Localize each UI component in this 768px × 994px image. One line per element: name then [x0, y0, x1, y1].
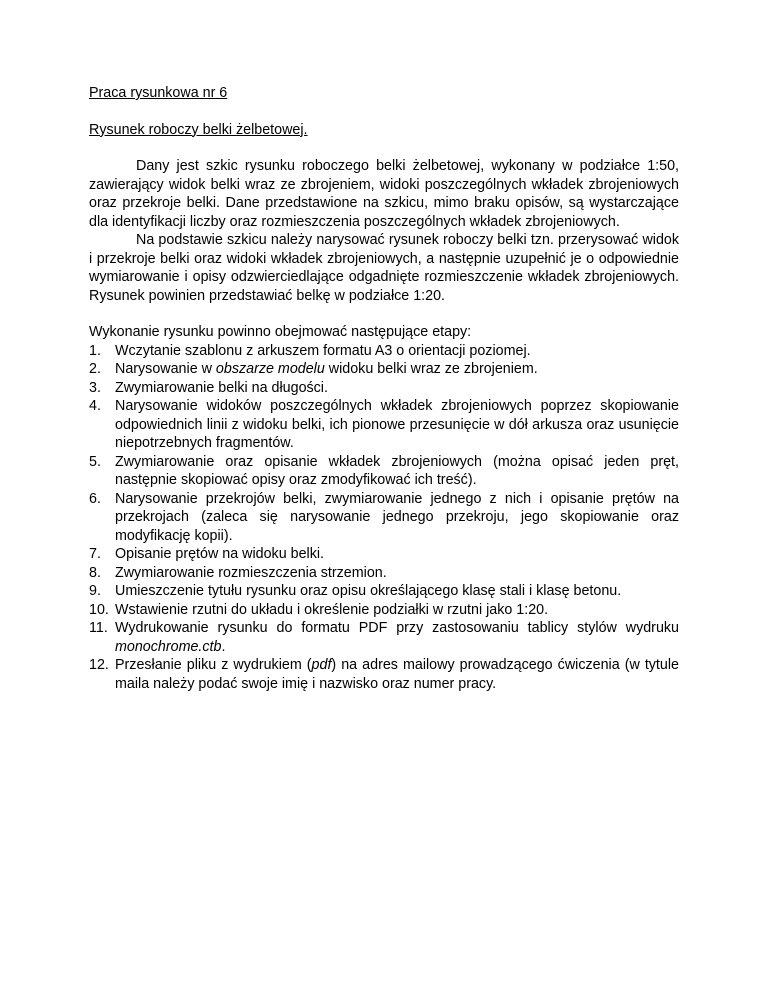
step-number: 9.	[89, 583, 101, 599]
step-text-italic: monochrome.ctb	[115, 638, 222, 655]
step-text-italic: pdf	[311, 657, 332, 673]
paragraph-1: Dany jest szkic rysunku roboczego belki żelbetowej, wykonany w podziałce 1:50, zawierający widok belki wraz ze zbrojeniem, widoki poszczególnych wkładek zbrojeniowych oraz przekroje belki. Dane przedstawione na szkicu, mimo braku opisów, są wystarczające dla identyfikacji liczby oraz rozmieszczenia poszczególnych wkładek zbrojeniowych.	[89, 158, 679, 230]
step-text: .	[221, 638, 226, 655]
step-number: 1.	[89, 342, 101, 359]
list-item	[89, 453, 679, 490]
list-item	[89, 360, 679, 379]
list-item	[89, 601, 679, 620]
step-number: 7.	[89, 546, 101, 562]
document-subtitle: Rysunek roboczy belki żelbetowej.	[89, 121, 308, 138]
step-number: 10.	[89, 601, 109, 618]
list-item	[89, 342, 679, 361]
list-item	[89, 656, 679, 693]
step-number: 12.	[89, 657, 109, 673]
list-item	[89, 397, 679, 453]
step-number: 6.	[89, 490, 101, 507]
step-text: Zwymiarowanie rozmieszczenia strzemion.	[115, 564, 387, 581]
step-text: Umieszczenie tytułu rysunku oraz opisu określającego klasę stali i klasę betonu.	[115, 583, 622, 599]
step-text: Zwymiarowanie belki na długości.	[115, 379, 328, 396]
step-text: Wstawienie rzutni do układu i określenie podziałki w rzutni jako 1:20.	[115, 601, 549, 618]
step-text: Narysowanie widoków poszczególnych wkładek zbrojeniowych poprzez skopiowanie odpowiednich linii z widoku belki, ich pionowe przesunięcie w dół arkusza oraz usunięcie niepotrzebnych fragmentów.	[115, 398, 679, 451]
step-text: Zwymiarowanie oraz opisanie wkładek zbrojeniowych (można opisać jeden pręt, następnie skopiować opisy oraz zmodyfikować ich treść).	[115, 453, 679, 488]
step-text: Opisanie prętów na widoku belki.	[115, 546, 325, 562]
step-text: ) na adres mailowy prowadzącego ćwiczenia (w tytule maila należy podać swoje imię i nazwisko oraz numer pracy.	[115, 657, 679, 692]
step-number: 11.	[89, 620, 108, 636]
list-item	[89, 379, 679, 398]
step-text: widoku belki wraz ze zbrojeniem.	[324, 361, 538, 377]
document-page	[89, 84, 679, 693]
list-item	[89, 490, 679, 546]
list-item	[89, 619, 679, 656]
step-number: 3.	[89, 379, 101, 396]
paragraph-2: Na podstawie szkicu należy narysować rysunek roboczy belki tzn. przerysować widok i przekroje belki oraz widoki wkładek zbrojeniowych, a następnie uzupełnić je o odpowiednie wymiarowanie i opisy odzwierciedlające odgadnięte rozmieszczenie wkładek zbrojeniowych. Rysunek powinien przedstawiać belkę w podziałce 1:20.	[89, 232, 679, 304]
step-text: Wydrukowanie rysunku do formatu PDF przy zastosowaniu tablicy stylów wydruku	[115, 620, 679, 636]
step-number: 8.	[89, 564, 101, 581]
list-item	[89, 582, 679, 601]
step-text: Narysowanie w	[115, 361, 216, 377]
step-number: 4.	[89, 398, 101, 414]
step-number: 5.	[89, 453, 101, 470]
list-item	[89, 564, 679, 583]
steps-list	[89, 342, 679, 694]
step-text-italic: obszarze modelu	[215, 361, 325, 377]
step-text: Narysowanie przekrojów belki, zwymiarowanie jednego z nich i opisanie prętów na przekrojach (zaleca się narysowanie jednego przekroju, jego skopiowanie oraz modyfikację kopii).	[115, 490, 679, 544]
steps-intro: Wykonanie rysunku powinno obejmować następujące etapy:	[89, 324, 472, 340]
step-number: 2.	[89, 361, 101, 377]
step-text: Przesłanie pliku z wydrukiem (	[115, 657, 312, 673]
list-item	[89, 545, 679, 564]
document-title: Praca rysunkowa nr 6	[89, 85, 228, 101]
step-text: Wczytanie szablonu z arkuszem formatu A3 o orientacji poziomej.	[115, 342, 531, 359]
